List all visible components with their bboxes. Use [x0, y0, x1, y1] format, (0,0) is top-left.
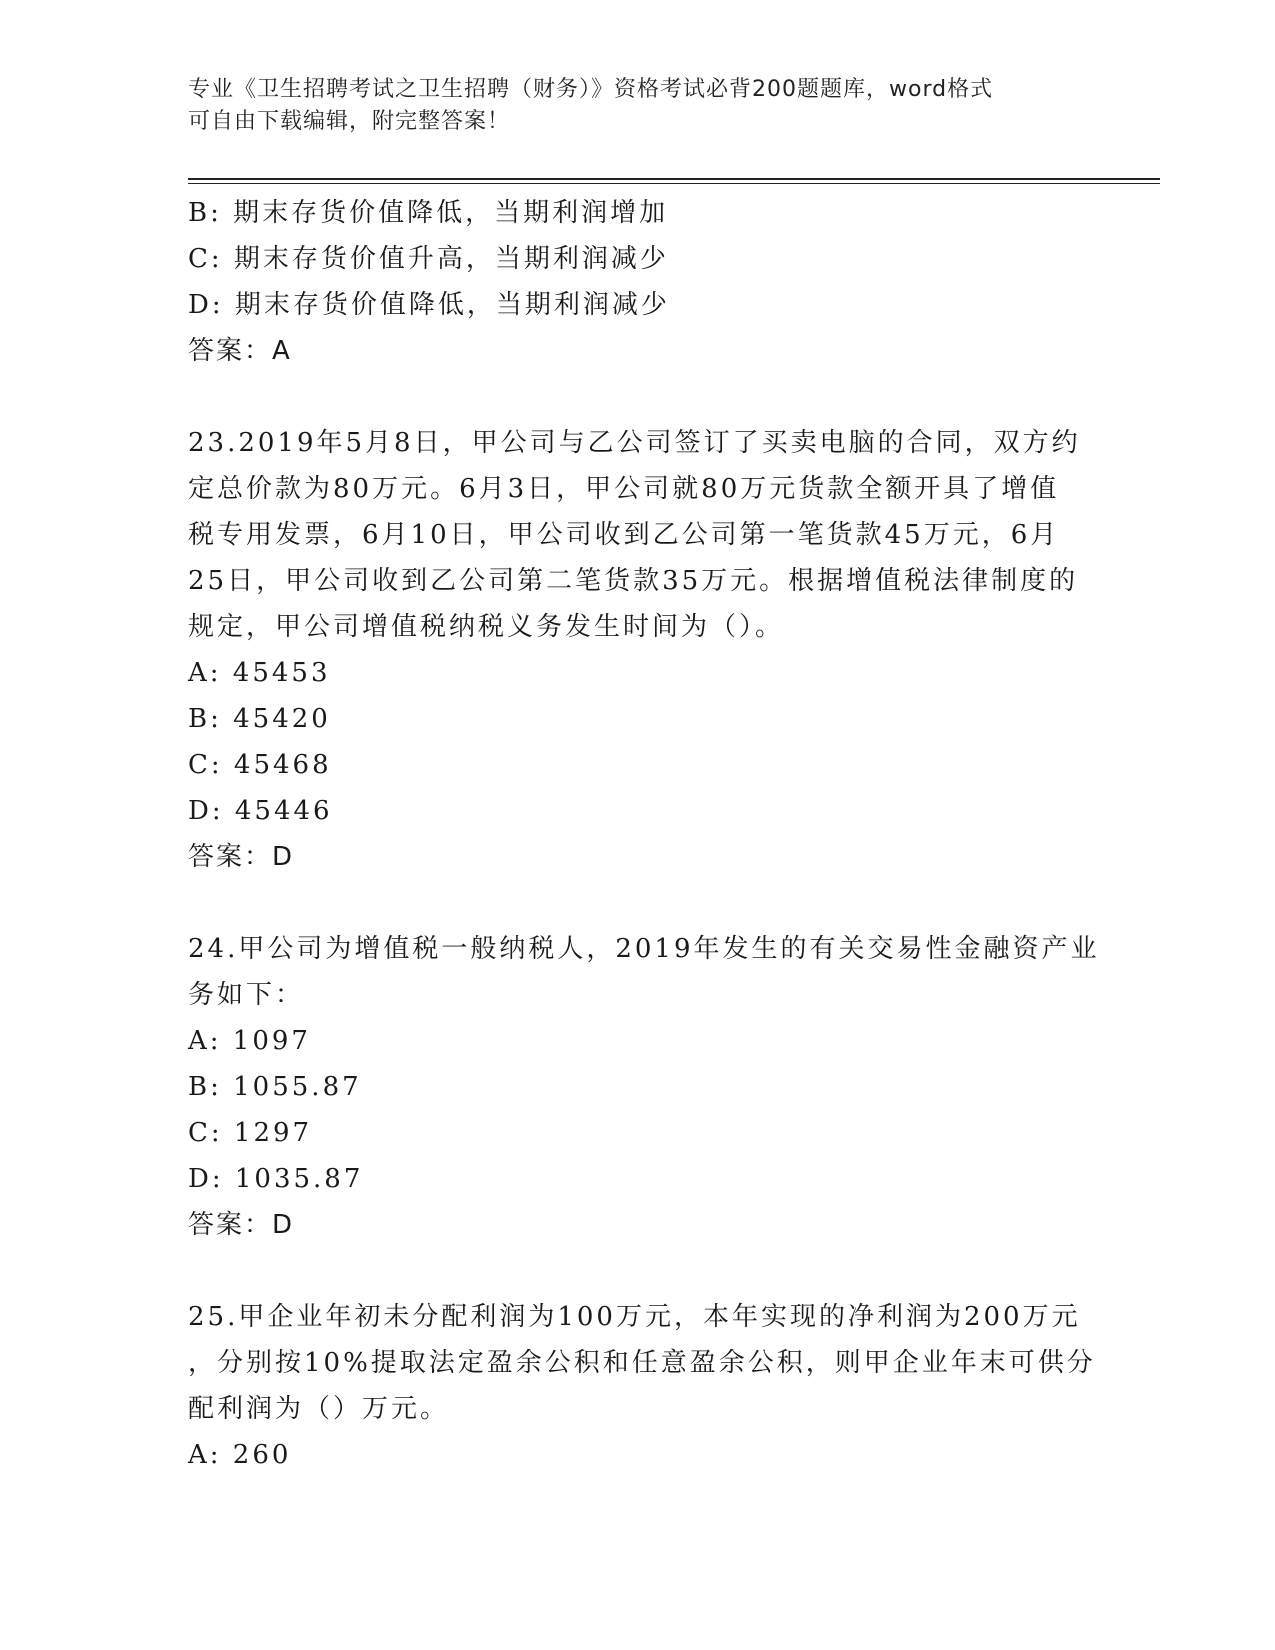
answer: 答案：D	[188, 842, 295, 872]
question-stem-line: 25.甲企业年初未分配利润为100万元，本年实现的净利润为200万元	[188, 1302, 1081, 1332]
question-22-tail	[188, 190, 1088, 374]
spacer	[188, 374, 1088, 420]
spacer	[188, 1248, 1088, 1294]
answer: 答案：D	[188, 1210, 295, 1240]
question-stem-line: 23.2019年5月8日，甲公司与乙公司签订了买卖电脑的合同，双方约	[188, 428, 1081, 458]
header-line-1: 专业《卫生招聘考试之卫生招聘（财务）》资格考试必背200题题库，word格式	[188, 77, 994, 102]
question-content	[188, 190, 1100, 1478]
option-b: B: 期末存货价值降低，当期利润增加	[188, 198, 669, 228]
option-c: C: 期末存货价值升高，当期利润减少	[188, 244, 669, 274]
question-stem-line: 定总价款为80万元。6月3日，甲公司就80万元货款全额开具了增值	[188, 474, 1060, 504]
option-a: A: 260	[188, 1440, 292, 1470]
option-c: C: 45468	[188, 750, 332, 780]
question-stem-line: 务如下：	[188, 980, 305, 1010]
question-23	[188, 420, 1088, 880]
option-d: D: 45446	[188, 796, 333, 826]
option-a: A: 45453	[188, 658, 331, 688]
question-stem-line: 配利润为（）万元。	[188, 1394, 450, 1424]
question-stem-line: 24.甲公司为增值税一般纳税人，2019年发生的有关交易性金融资产业	[188, 934, 1100, 964]
question-24	[188, 926, 1100, 1248]
option-c: C: 1297	[188, 1118, 313, 1148]
document-header	[188, 74, 1088, 138]
option-b: B: 1055.87	[188, 1072, 362, 1102]
question-25	[188, 1294, 1096, 1478]
question-stem-line: 25日，甲公司收到乙公司第二笔货款35万元。根据增值税法律制度的	[188, 566, 1079, 596]
header-divider-thick	[188, 178, 1160, 180]
header-divider-thin	[188, 183, 1160, 184]
question-stem-line: 规定，甲公司增值税纳税义务发生时间为（）。	[188, 612, 785, 642]
question-stem-line: 税专用发票，6月10日，甲公司收到乙公司第一笔货款45万元，6月	[188, 520, 1060, 550]
answer: 答案：A	[188, 336, 292, 366]
header-line-2: 可自由下载编辑，附完整答案！	[188, 109, 511, 134]
spacer	[188, 880, 1088, 926]
option-d: D: 1035.87	[188, 1164, 364, 1194]
question-stem-line: ，分别按10%提取法定盈余公积和任意盈余公积，则甲企业年末可供分	[188, 1348, 1096, 1378]
option-d: D: 期末存货价值降低，当期利润减少	[188, 290, 670, 320]
option-a: A: 1097	[188, 1026, 311, 1056]
option-b: B: 45420	[188, 704, 331, 734]
